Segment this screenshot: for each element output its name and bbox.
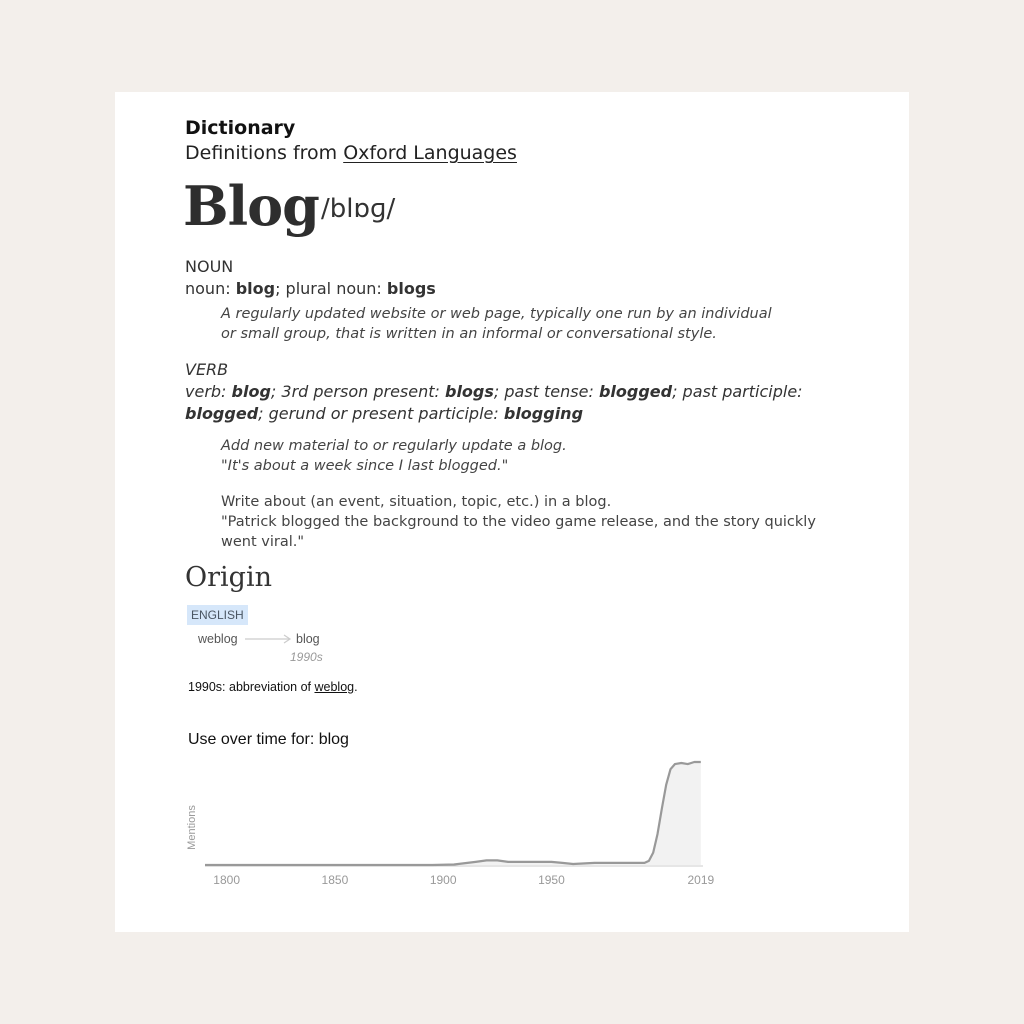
gerund-label: ; gerund or present participle: <box>258 404 504 423</box>
past-participle-label: ; past participle: <box>672 382 803 401</box>
weblog-link[interactable]: weblog <box>314 680 355 694</box>
etymology-arrow-icon <box>245 633 293 645</box>
verb-sense-2-example-line-2: went viral." <box>221 534 305 550</box>
noun-definition-line-2: or small group, that is written in an informal or conversational style. <box>221 326 717 342</box>
headword: Blog <box>183 174 319 238</box>
plural-form-value: blogs <box>386 279 436 298</box>
gerund-value: blogging <box>503 404 584 423</box>
etymology-date: 1990s <box>290 650 323 664</box>
oxford-languages-link[interactable]: Oxford Languages <box>343 142 517 164</box>
plural-form-label: ; plural noun: <box>275 279 387 298</box>
verb-form-value: blog <box>231 382 271 401</box>
etymology-from-word: weblog <box>198 632 238 646</box>
x-tick-label: 1950 <box>538 873 565 887</box>
series-area <box>205 762 701 865</box>
verb-sense-2-example-line-1: "Patrick blogged the background to the video game release, and the story quickly <box>221 514 816 530</box>
dictionary-title: Dictionary <box>185 117 296 139</box>
noun-forms <box>185 279 436 298</box>
origin-heading: Origin <box>185 562 272 593</box>
verb-pos-label: VERB <box>185 360 229 379</box>
language-badge: ENGLISH <box>187 605 248 625</box>
x-tick-label: 1800 <box>213 873 241 887</box>
noun-definition-line-1: A regularly updated website or web page, typically one run by an individual <box>221 306 772 322</box>
series-line <box>205 762 701 865</box>
past-tense-value: blogged <box>598 382 673 401</box>
y-axis-label: Mentions <box>186 805 198 850</box>
verb-forms-line-1 <box>185 382 803 401</box>
dictionary-card <box>115 92 909 932</box>
usage-chart <box>185 752 715 892</box>
verb-sense-1-example: "It's about a week since I last blogged." <box>221 458 509 474</box>
subtitle-prefix: Definitions from <box>185 142 344 164</box>
etymology-note <box>188 680 358 694</box>
x-tick-label: 1850 <box>321 873 349 887</box>
verb-forms-line-2 <box>185 404 583 423</box>
verb-form-label: verb: <box>185 382 232 401</box>
etymology-to-word: blog <box>296 632 320 646</box>
third-person-label: ; 3rd person present: <box>270 382 445 401</box>
noun-form-value: blog <box>235 279 276 298</box>
past-participle-value: blogged <box>185 404 259 423</box>
third-person-value: blogs <box>444 382 494 401</box>
x-tick-label: 2019 <box>687 873 715 887</box>
x-tick-label: 1900 <box>429 873 457 887</box>
etymology-note-suffix: . <box>354 680 358 694</box>
verb-sense-2-definition: Write about (an event, situation, topic, etc.) in a blog. <box>221 494 612 510</box>
etymology-note-prefix: 1990s: abbreviation of <box>188 680 315 694</box>
pronunciation: /blɒɡ/ <box>321 194 396 224</box>
past-tense-label: ; past tense: <box>493 382 599 401</box>
dictionary-subtitle <box>185 142 517 164</box>
verb-sense-1-definition: Add new material to or regularly update a blog. <box>221 438 567 454</box>
chart-title: Use over time for: blog <box>188 731 349 748</box>
noun-form-label: noun: <box>185 279 236 298</box>
noun-pos-label: NOUN <box>185 257 234 276</box>
